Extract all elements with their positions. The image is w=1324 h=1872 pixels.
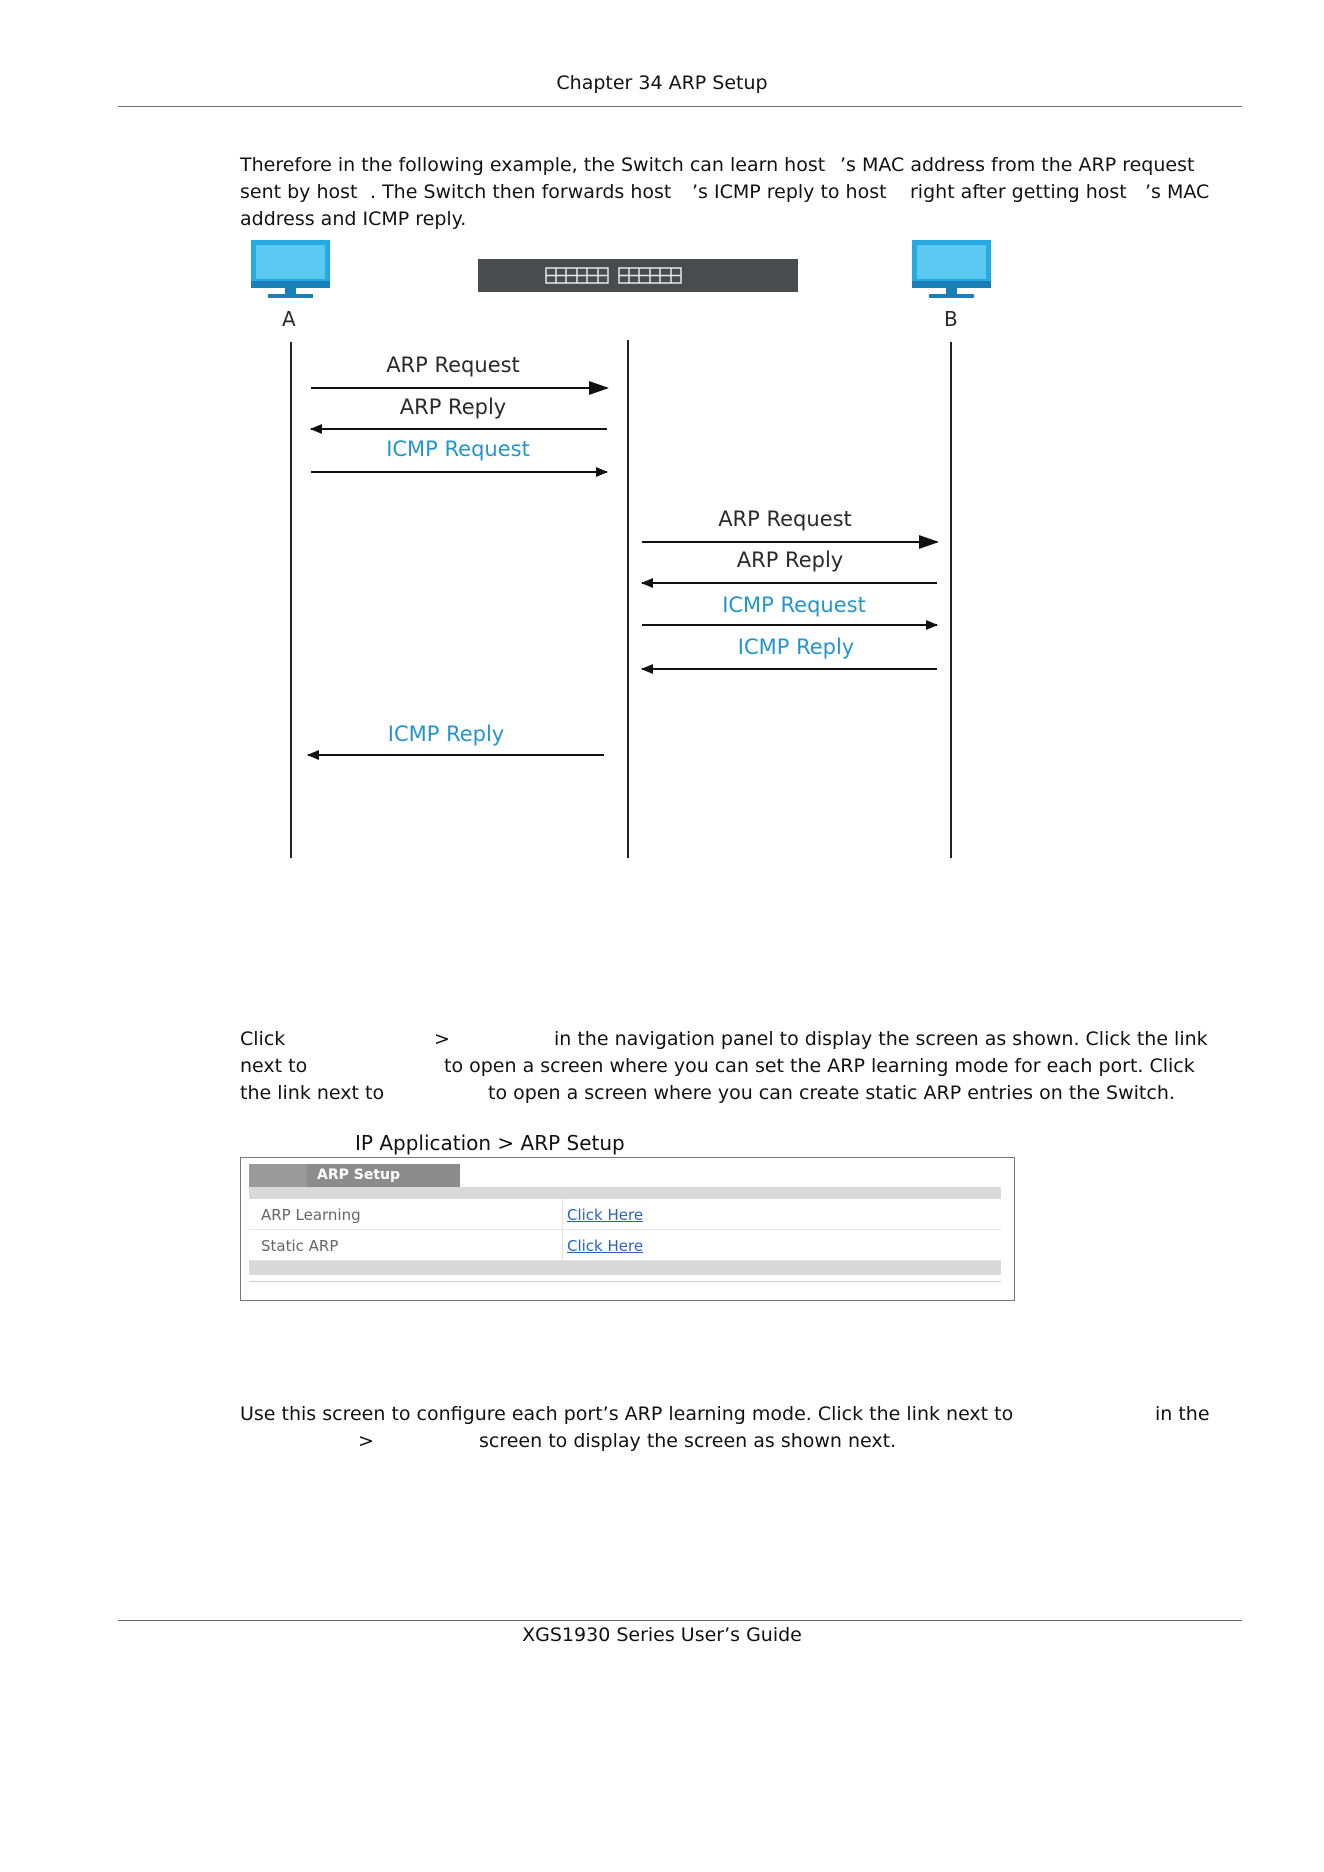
msg-icmp-request-b: ICMP Request xyxy=(722,593,866,617)
msg-icmp-reply-a: ICMP Reply xyxy=(387,722,505,746)
msg-arp-request-b: ARP Request xyxy=(718,507,852,531)
tab-bar xyxy=(249,1164,1004,1187)
host-b-label: B xyxy=(944,307,958,331)
tab-arp-setup[interactable]: ARP Setup xyxy=(307,1164,460,1187)
chapter-title: Chapter 34 ARP Setup xyxy=(556,72,768,94)
footer-rule xyxy=(118,1620,1242,1621)
arp-sequence-diagram xyxy=(0,0,1324,880)
panel-divider xyxy=(249,1281,1001,1282)
msg-icmp-request-a: ICMP Request xyxy=(386,437,530,461)
arp-setup-panel xyxy=(240,1157,1015,1301)
row-separator xyxy=(562,1199,563,1229)
table-bottom-band xyxy=(249,1261,1001,1275)
arp-learning-click-here-link[interactable]: Click Here xyxy=(567,1206,644,1224)
row-arp-learning xyxy=(249,1199,1001,1230)
msg-arp-reply-a: ARP Reply xyxy=(399,395,507,419)
guide-title: XGS1930 Series User’s Guide xyxy=(522,1624,802,1646)
static-arp-click-here-link[interactable]: Click Here xyxy=(567,1237,644,1255)
monitor-icon-host-a xyxy=(251,240,330,298)
msg-arp-reply-b: ARP Reply xyxy=(736,548,844,572)
host-a-label: A xyxy=(282,307,296,331)
monitor-icon-host-b xyxy=(912,240,991,298)
figure-caption: IP Application > ARP Setup xyxy=(355,1131,625,1155)
tab-spacer xyxy=(249,1164,307,1187)
msg-icmp-reply-b: ICMP Reply xyxy=(737,635,855,659)
row-separator xyxy=(562,1230,563,1260)
switch-icon xyxy=(478,259,798,292)
arp-learning-label: ARP Learning xyxy=(261,1206,361,1224)
row-static-arp xyxy=(249,1230,1001,1261)
msg-arp-request-a: ARP Request xyxy=(386,353,520,377)
table-top-band xyxy=(249,1187,1001,1199)
static-arp-label: Static ARP xyxy=(261,1237,339,1255)
